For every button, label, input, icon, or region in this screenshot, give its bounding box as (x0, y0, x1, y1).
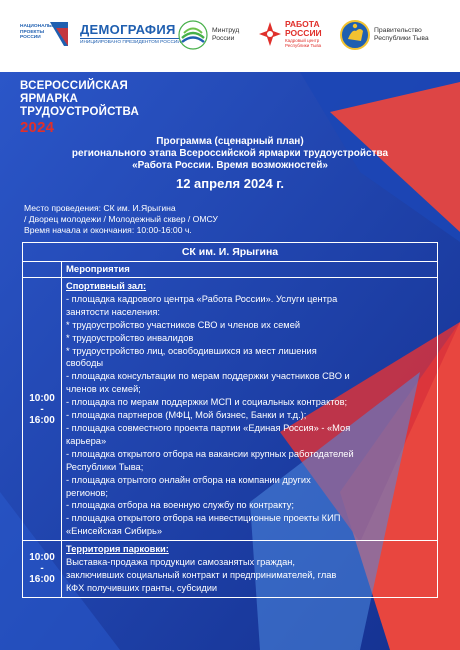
time-separator: - (40, 563, 44, 575)
time-start: 10:00 (29, 392, 55, 404)
time-cell (23, 541, 62, 598)
table-row (23, 278, 438, 541)
list-item: - площадка кадрового центра «Работа России». Услуги центра (66, 293, 338, 304)
section-title: Спортивный зал: (66, 281, 147, 291)
list-item: «Енисейская Сибирь» (66, 526, 163, 537)
mintrud-text: Минтруд России (212, 27, 240, 42)
list-item: - площадка открытого отбора на инвестиционные проекты КИП (66, 513, 341, 524)
national-projects-text: НАЦИОНАЛЬНЫЕ ПРОЕКТЫ РОССИИ (20, 24, 63, 41)
time-end: 16:00 (29, 414, 55, 426)
list-item: свободы (66, 358, 104, 369)
event-date: 12 апреля 2024 г. (175, 176, 285, 191)
rabota-rossii-title: РАБОТА РОССИИ (285, 19, 322, 38)
venue-header: СК им. И. Ярыгина (23, 243, 438, 262)
mintrud-emblem-icon (178, 20, 208, 50)
list-item: заключивших социальный контракт и предпринимателей, глав (66, 569, 337, 580)
event-place-line1: Место проведения: СК им. И.Ярыгина (24, 203, 176, 213)
demografia-logo (80, 22, 181, 45)
fair-year: 2024 (20, 119, 55, 136)
list-item: членов их семей; (66, 384, 141, 395)
list-item: - площадка совместного проекта партии «Единая Россия» - «Моя (66, 422, 351, 433)
list-item: Выставка-продажа продукции самозанятых граждан, (66, 557, 295, 568)
program-heading-line3: «Работа России. Время возможностей» (132, 160, 328, 171)
list-item: карьера» (66, 435, 107, 446)
list-item: - площадка консультации по мерам поддержки участников СВО и (66, 371, 350, 382)
list-item: занятости населения: (66, 306, 160, 317)
list-item: КФХ получивших гранты, субсидии (66, 582, 218, 593)
time-header-cell (23, 262, 62, 278)
schedule-table (22, 242, 438, 598)
demografia-subtitle: ИНИЦИИРОВАНО ПРЕЗИДЕНТОМ РОССИИ (80, 40, 181, 45)
fair-title (20, 80, 139, 136)
fair-title-line3: ТРУДОУСТРОЙСТВА (20, 106, 139, 118)
list-item: - площадка по мерам поддержки МСП и социальных контрактов; (66, 397, 348, 408)
program-heading-line1: Программа (сценарный план) (156, 136, 304, 147)
mintrud-logo (178, 20, 246, 50)
rabota-rossii-logo (258, 20, 343, 48)
list-item: * трудоустройство инвалидов (66, 332, 194, 343)
program-heading-line2: регионального этапа Всероссийской ярмарки трудоустройства (71, 148, 389, 159)
list-item: * трудоустройство лиц, освободившихся из мест лишения (66, 345, 317, 356)
table-row (23, 541, 438, 598)
fair-title-line1: ВСЕРОССИЙСКАЯ (20, 80, 128, 92)
list-item: регионов; (66, 487, 108, 498)
events-cell (62, 541, 438, 598)
list-item: * трудоустройство участников СВО и членов их семей (66, 319, 301, 330)
events-header: Мероприятия (62, 262, 438, 278)
list-item: - площадка отрытого онлайн отбора на компании других (66, 474, 311, 485)
time-cell (23, 278, 62, 541)
demografia-title: ДЕМОГРАФИЯ (80, 22, 176, 37)
rabota-rossii-subtitle: Кадровый центр Республики Тыва (285, 38, 322, 49)
logo-header (0, 0, 460, 72)
tuva-coat-of-arms-icon (340, 19, 370, 51)
national-projects-logo (20, 20, 70, 48)
list-item: - площадка отбора на военную службу по контракту; (66, 500, 294, 511)
event-time: Время начала и окончания: 10:00-16:00 ч. (24, 225, 192, 235)
rabota-rossii-emblem-icon (258, 21, 282, 47)
event-place (24, 203, 218, 236)
section-title: Территория парковки: (66, 544, 169, 555)
fair-title-line2: ЯРМАРКА (20, 93, 79, 105)
list-item: Республики Тыва; (66, 461, 144, 472)
poster (0, 72, 460, 650)
time-start: 10:00 (29, 552, 55, 564)
time-separator: - (40, 403, 44, 415)
tuva-government-text: Правительство Республики Тыва (374, 26, 429, 42)
list-item: - площадка открытого отбора на вакансии крупных работодателей (66, 448, 354, 459)
event-place-line2: / Дворец молодежи / Молодежный сквер / ОМСУ (24, 214, 218, 224)
list-item: - площадка партнеров (МФЦ, Мой бизнес, Банки и т.д.); (66, 410, 307, 421)
tuva-government-logo (340, 19, 450, 51)
events-cell (62, 278, 438, 541)
time-end: 16:00 (29, 574, 55, 586)
program-heading (0, 136, 460, 172)
